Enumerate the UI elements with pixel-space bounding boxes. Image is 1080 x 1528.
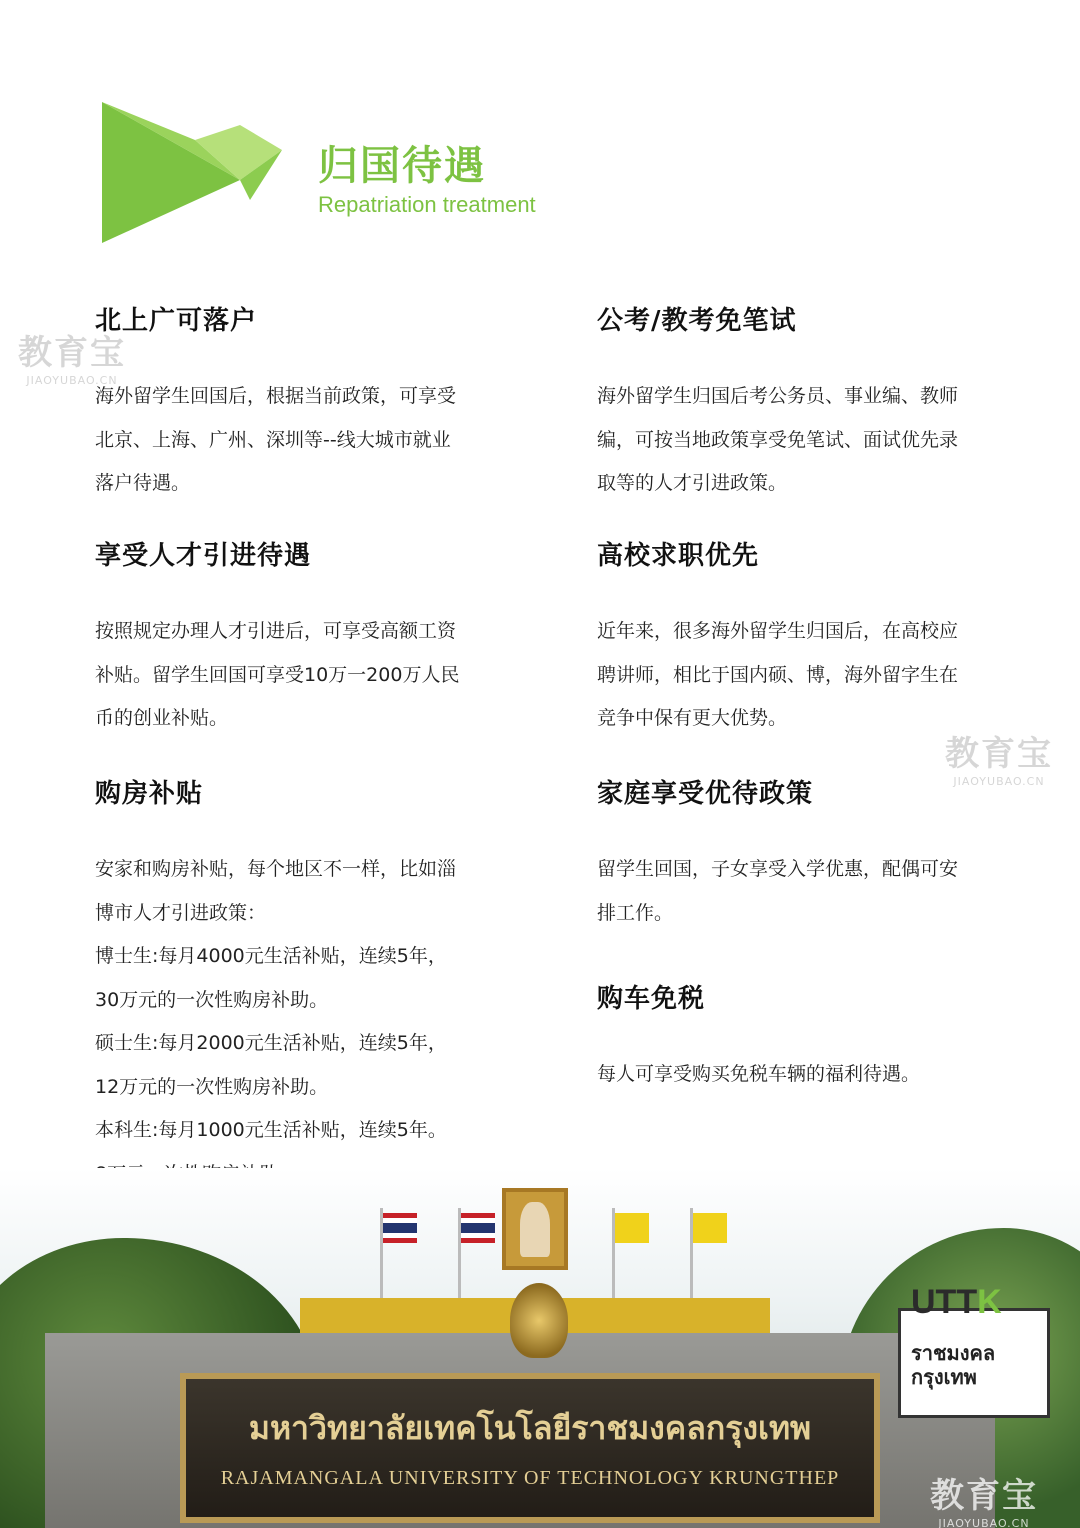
section-hukou bbox=[95, 300, 515, 506]
section-title: 家庭享受优待政策 bbox=[597, 779, 814, 809]
section-title: 公考/教考免笔试 bbox=[597, 306, 797, 336]
section-title: 高校求职优先 bbox=[597, 541, 760, 571]
section-body: 每人可享受购买免税车辆的福利待遇。 bbox=[597, 1063, 921, 1085]
section-body: 按照规定办理人才引进后，可享受高额工资 补贴。留学生回国可享受10万一200万人民 币的创业补贴。 bbox=[95, 620, 460, 729]
plaque-thai-text: มหาวิทยาลัยเทคโนโลยีราชมงคลกรุงเทพ bbox=[248, 1409, 812, 1447]
plaque-english-text: RAJAMANGALA UNIVERSITY OF TECHNOLOGY KRUNGTHEP bbox=[220, 1467, 840, 1489]
university-gate-photo bbox=[0, 1168, 1080, 1528]
page-subtitle: Repatriation treatment bbox=[318, 192, 536, 217]
section-title: 享受人才引进待遇 bbox=[95, 541, 312, 571]
watermark-right: 教育宝 JIAOYUBAO.CN bbox=[945, 734, 1053, 788]
thai-flag-icon bbox=[383, 1213, 417, 1243]
yellow-flag-icon bbox=[693, 1213, 727, 1243]
green-arrow-logo bbox=[100, 100, 285, 245]
royal-portrait bbox=[502, 1188, 568, 1270]
university-emblem-icon bbox=[510, 1283, 568, 1358]
rmutk-logo: UTTK bbox=[911, 1283, 1002, 1321]
section-housing bbox=[95, 773, 515, 1196]
section-body: 海外留学生回国后，根据当前政策，可享受 北京、上海、广州、深圳等--线大城市就业 落户待遇。 bbox=[95, 385, 457, 494]
yellow-flag-icon bbox=[615, 1213, 649, 1243]
watermark-left: 教育宝 JIAOYUBAO.CN bbox=[18, 333, 126, 387]
section-title: 购车免税 bbox=[597, 984, 706, 1014]
section-body: 海外留学生归国后考公务员、事业编、教师 编，可按当地政策享受免笔试、面试优先录 取等的人才引进政策。 bbox=[597, 385, 959, 494]
section-body: 留学生回国，子女享受入学优惠，配偶可安 排工作。 bbox=[597, 858, 959, 924]
rmutk-sign bbox=[898, 1283, 1050, 1418]
section-car bbox=[597, 978, 1017, 1097]
section-university bbox=[597, 535, 1017, 741]
section-body: 近年来，很多海外留学生归国后，在高校应 聘讲师，相比于国内硕、博，海外留字生在 竞争中保有更大优势。 bbox=[597, 620, 959, 729]
section-talent bbox=[95, 535, 515, 741]
section-family bbox=[597, 773, 1017, 935]
page-title: 归国待遇 bbox=[318, 143, 486, 189]
section-exam bbox=[597, 300, 1017, 506]
section-title: 北上广可落户 bbox=[95, 306, 258, 336]
thai-flag-icon bbox=[461, 1213, 495, 1243]
university-plaque bbox=[180, 1373, 880, 1523]
section-body: 安家和购房补贴，每个地区不一样，比如淄 博市人才引进政策： 博士生:每月4000元生活补贴，连续5年， 30万元的一次性购房补助。 硕士生:每月2000元生活补贴，连续5年， 12万元的一次性购房补助。 本科生:每月1000元生活补贴，连续5年。 bbox=[95, 858, 457, 1141]
section-title: 购房补贴 bbox=[95, 779, 204, 809]
watermark-bottom: 教育宝 JIAOYUBAO.CN bbox=[930, 1476, 1038, 1528]
sign-thai-text: ราชมงคล กรุงเทพ bbox=[911, 1341, 996, 1389]
